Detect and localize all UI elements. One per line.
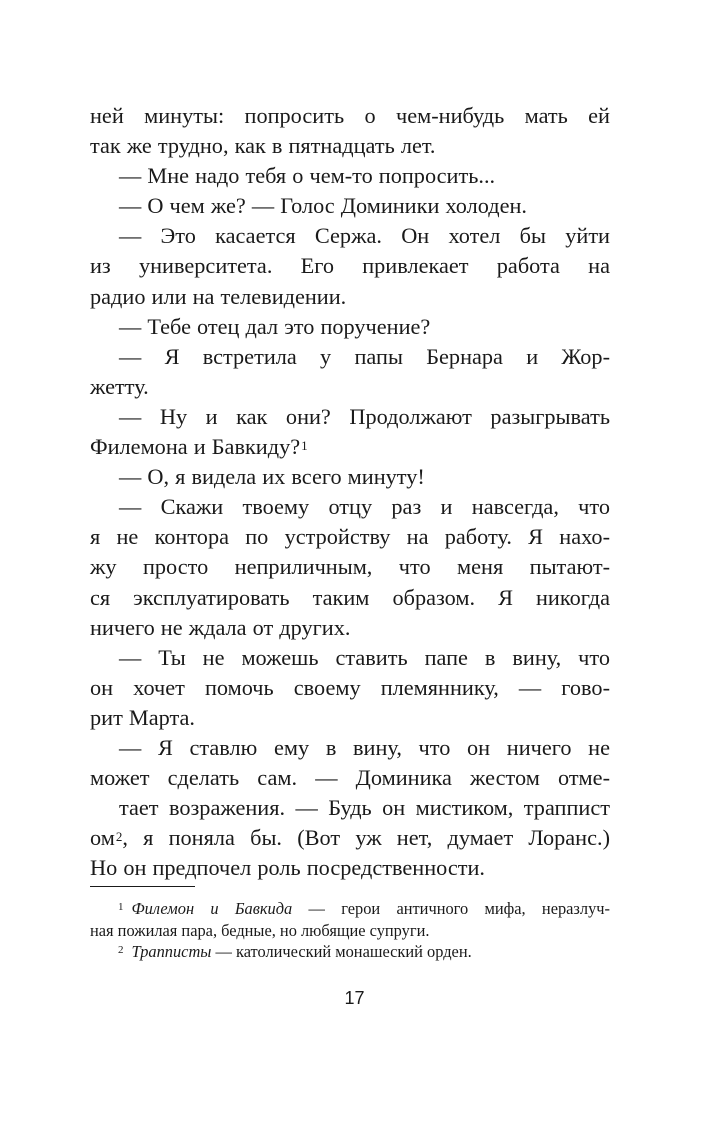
text-line: я не контора по устройству на работу. Я нахо- xyxy=(90,524,610,550)
text-line: жу просто неприличным, что меня пытают- xyxy=(90,554,610,580)
text-line: — Ты не можешь ставить папе в вину, что xyxy=(119,644,610,670)
footnote-2 xyxy=(90,941,610,963)
footnote-divider xyxy=(90,886,195,887)
footnote-mark: 1 xyxy=(118,901,124,913)
text-line: — Ну и как они? Продолжают разыгрывать xyxy=(119,403,610,429)
footnote-term: Филемон и Бавкида xyxy=(131,899,293,918)
text-line: тает возражения. — Будь он мистиком, траппист xyxy=(119,795,610,821)
footnote-1 xyxy=(90,898,610,920)
footnote-term: Трапписты xyxy=(131,942,212,961)
footnote-ref-2: 2 xyxy=(115,829,123,845)
text-line: — Я ставлю ему в вину, что он ничего не xyxy=(119,734,610,760)
main-text xyxy=(90,101,610,883)
text-line: радио или на телевидении. xyxy=(90,283,347,309)
text-line: ся эксплуатировать таким образом. Я никогда xyxy=(90,584,610,610)
footnote-1-continued: ная пожилая пара, бедные, но любящие супруги. xyxy=(90,920,430,940)
text-line: он хочет помочь своему племяннику, — гово- xyxy=(90,674,610,700)
text-line: из университета. Его привлекает работа на xyxy=(90,253,610,279)
footnote-text: — герои античного мифа, неразлуч- xyxy=(292,899,610,918)
footnote-text: — католический монашеский орден. xyxy=(211,942,472,961)
text-fragment: Филемона и Бавкиду? xyxy=(90,434,301,460)
text-line: — Мне надо тебя о чем-то попросить... xyxy=(119,163,496,189)
text-line: ней минуты: попросить о чем-нибудь мать ей xyxy=(90,103,610,128)
text-line: ничего не ждала от других. xyxy=(90,614,351,640)
text-line: — Тебе отец дал это поручение? xyxy=(119,313,431,339)
text-line xyxy=(90,432,610,462)
footnotes xyxy=(90,898,610,963)
text-line: может сделать сам. — Доминика жестом отме- xyxy=(90,765,610,791)
text-line: жетту. xyxy=(90,373,149,399)
text-line: — О, я видела их всего минуту! xyxy=(119,464,425,490)
page-number: 17 xyxy=(344,988,365,1008)
text-line: Но он предпочел роль посредственности. xyxy=(90,855,485,881)
text-line: рит Марта. xyxy=(90,704,195,730)
text-line: так же трудно, как в пятнадцать лет. xyxy=(90,133,436,159)
text-fragment: ом xyxy=(90,825,115,851)
text-fragment: , я поняла бы. (Вот уж нет, думает Лоранс.) xyxy=(122,825,610,851)
text-line: — Я встретила у папы Бернара и Жор- xyxy=(119,343,610,369)
footnote-mark: 2 xyxy=(118,944,124,956)
text-line xyxy=(90,823,610,853)
text-line: — Скажи твоему отцу раз и навсегда, что xyxy=(119,494,610,520)
footnote-ref-1: 1 xyxy=(301,438,308,454)
text-line: — О чем же? — Голос Доминики холоден. xyxy=(119,193,527,219)
text-line: — Это касается Сержа. Он хотел бы уйти xyxy=(119,223,610,249)
